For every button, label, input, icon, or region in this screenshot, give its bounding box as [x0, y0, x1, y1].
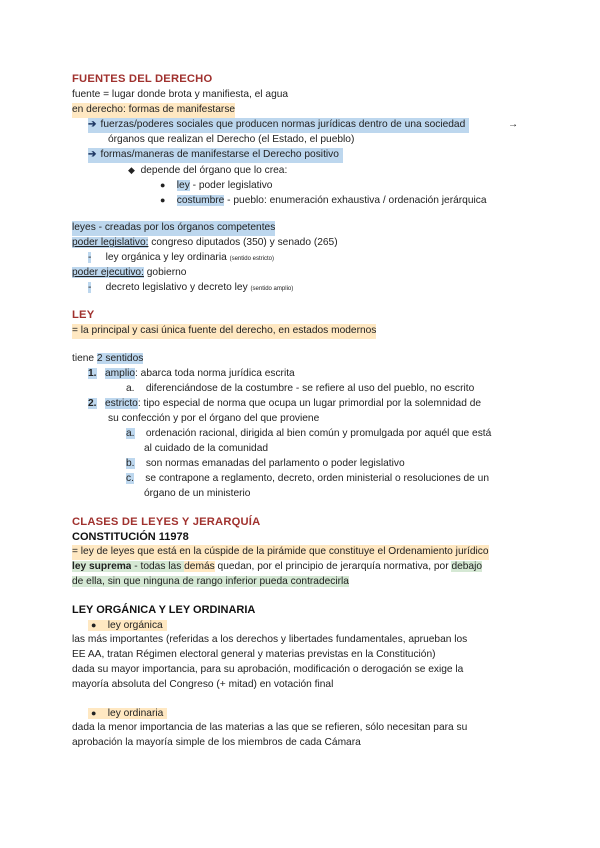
highlighted-term: amplio: [105, 368, 136, 379]
text-line: [72, 236, 338, 251]
highlighted-word: costumbre: [176, 195, 225, 206]
dash-item: [88, 251, 274, 267]
highlighted-term: ley suprema: [72, 561, 132, 572]
arrow-icon: ➔: [88, 119, 97, 130]
dash-item-text: decreto legislativo y decreto ley: [105, 282, 248, 293]
text-line: órgano de un ministerio: [144, 488, 251, 499]
highlighted-line: leyes - creadas por los órganos competentes: [72, 221, 275, 236]
text-span: - todas las: [131, 561, 185, 572]
text-span: gobierno: [143, 267, 187, 278]
diamond-icon: ◆: [128, 165, 135, 175]
text-line: [72, 352, 143, 367]
lettered-item: [126, 472, 489, 487]
highlighted-term: demás: [184, 561, 215, 572]
diamond-item: [128, 163, 287, 179]
lettered-item: [126, 382, 474, 397]
arrow-item-text: formas/maneras de manifestarse el Derecho positivo: [100, 149, 339, 160]
arrow-icon: ➔: [88, 149, 97, 160]
section-title-ley: LEY: [72, 309, 95, 321]
list-letter: a.: [126, 428, 135, 439]
lettered-item: [126, 457, 405, 472]
text-span: diferenciándose de la costumbre - se refiere al uso del pueblo, no escrito: [145, 383, 475, 394]
text-span: : tipo especial de norma que ocupa un lugar primordial por la solemnidad de: [137, 398, 482, 409]
bullet-text: - poder legislativo: [189, 180, 273, 191]
small-note: (sentido amplio): [250, 286, 294, 292]
lettered-item: [126, 427, 491, 442]
dash-item-text: ley orgánica y ley ordinaria: [105, 252, 227, 263]
highlighted-term: poder ejecutivo:: [72, 267, 144, 278]
text-line: [72, 266, 186, 281]
text-line: al cuidado de la comunidad: [144, 443, 269, 454]
arrow-item: [88, 148, 343, 163]
highlighted-term: estricto: [105, 398, 138, 409]
text-span: , sin que ninguna de rango inferior pueda contradecirla: [102, 576, 349, 587]
highlighted-line: = la principal y casi única fuente del derecho, en estados modernos: [72, 324, 376, 339]
bullet-text: ley ordinaria: [107, 708, 164, 719]
text-line: las más importantes (referidas a los derechos y libertades fundamentales, aprueban los: [72, 634, 468, 645]
text-line: dada su mayor importancia, para su aprobación, modificación o derogación se exige la: [72, 664, 464, 675]
subsection-title: CONSTITUCIÓN 11978: [72, 531, 189, 543]
text-line: EE AA, tratan Régimen electoral general y materias previstas en la Constitución): [72, 649, 436, 660]
bullet-item: [88, 706, 167, 722]
list-letter: b.: [126, 458, 135, 469]
bullet-icon: ●: [91, 708, 97, 718]
diamond-item-text: depende del órgano que lo crea:: [140, 165, 288, 176]
bullet-icon: ●: [91, 620, 97, 630]
text-line: órganos que realizan el Derecho (el Estado, el pueblo): [108, 134, 355, 145]
highlighted-term: 2 sentidos: [96, 353, 144, 364]
arrow-item-text: fuerzas/poderes sociales que producen normas jurídicas dentro de una sociedad: [100, 119, 466, 130]
highlighted-line: = ley de leyes que está en la cúspide de la pirámide que constituye el Ordenamiento jurídico: [72, 545, 489, 560]
list-letter: a.: [126, 383, 135, 394]
bullet-item: [160, 178, 272, 194]
dash-icon: -: [88, 282, 92, 293]
highlighted-term: de ella: [72, 576, 103, 587]
section-title-fuentes: FUENTES DEL DERECHO: [72, 73, 213, 85]
highlighted-term: debajo: [451, 561, 483, 572]
highlighted-line: en derecho: formas de manifestarse: [72, 103, 235, 118]
bullet-icon: ●: [160, 195, 166, 205]
text-line: dada la menor importancia de las materias a las que se refieren, sólo necesitan para su: [72, 722, 468, 733]
list-number: 2.: [88, 398, 97, 409]
text-line: [72, 560, 482, 575]
dash-icon: -: [88, 252, 92, 263]
text-span: ordenación racional, dirigida al bien común y promulgada por aquél que está: [145, 428, 492, 439]
text-line: fuente = lugar donde brota y manifiesta, el agua: [72, 89, 289, 100]
bullet-text: ley orgánica: [107, 620, 163, 631]
bullet-text: - pueblo: enumeración exhaustiva / ordenación jerárquica: [224, 195, 487, 206]
highlighted-word: ley: [176, 180, 190, 191]
text-span: son normas emanadas del parlamento o poder legislativo: [145, 458, 405, 469]
text-span: congreso diputados (350) y senado (265): [148, 237, 338, 248]
dash-item: [88, 281, 293, 297]
section-title-clases: CLASES DE LEYES Y JERARQUÍA: [72, 516, 261, 528]
numbered-item: [88, 367, 295, 382]
bullet-icon: ●: [160, 180, 166, 190]
bullet-item: [88, 618, 167, 634]
text-span: quedan, por el principio de jerarquía normativa, por: [214, 561, 452, 572]
text-line: mayoría absoluta del Congreso (+ mitad) en votación final: [72, 679, 334, 690]
text-span: se contrapone a reglamento, decreto, orden ministerial o resoluciones de un: [145, 473, 490, 484]
numbered-item: [88, 397, 481, 412]
text-line: su confección y por el órgano del que proviene: [108, 413, 320, 424]
section-title-organica: LEY ORGÁNICA Y LEY ORDINARIA: [72, 604, 256, 616]
text-line: aprobación la mayoría simple de los miembros de cada Cámara: [72, 737, 361, 748]
bullet-item: [160, 193, 487, 209]
arrow-item: [88, 118, 469, 133]
highlighted-term: poder legislativo:: [72, 237, 149, 248]
small-note: (sentido estricto): [229, 256, 274, 262]
text-span: : abarca toda norma jurídica escrita: [135, 368, 295, 379]
list-number: 1.: [88, 368, 97, 379]
text-span: tiene: [72, 353, 97, 364]
text-line: [72, 575, 349, 590]
list-letter: c.: [126, 473, 134, 484]
arrow-tail: →: [508, 119, 519, 130]
